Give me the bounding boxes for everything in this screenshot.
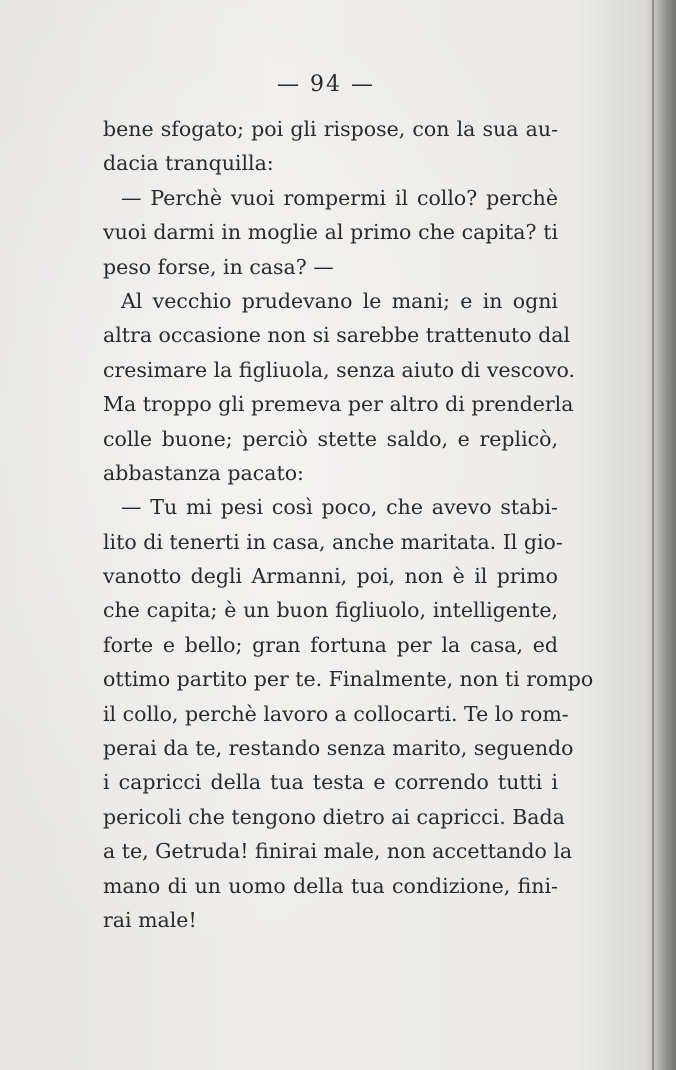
text-line: vuoi darmi in moglie al primo che capita? ti <box>103 220 558 245</box>
text-line: cresimare la figliuola, senza aiuto di vescovo. <box>103 357 575 382</box>
page-number: — 94 — <box>277 72 375 97</box>
text-line: perai da te, restando senza marito, seguendo <box>103 736 574 761</box>
text-line: colle buone; perciò stette saldo, e replicò, <box>103 426 558 451</box>
book-spine-shadow <box>646 0 676 1070</box>
text-line: mano di un uomo della tua condizione, fini- <box>103 873 558 898</box>
text-line: il collo, perchè lavoro a collocarti. Te lo rom- <box>103 701 569 726</box>
text-line: forte e bello; gran fortuna per la casa, ed <box>103 632 558 657</box>
text-line: — Perchè vuoi rompermi il collo? perchè <box>121 185 558 210</box>
text-line: che capita; è un buon figliuolo, intelligente, <box>103 598 558 623</box>
body-text <box>103 112 594 937</box>
text-line: rai male! <box>103 907 197 932</box>
text-line: altra occasione non si sarebbe trattenuto dal <box>103 323 571 348</box>
text-line: ottimo partito per te. Finalmente, non ti rompo <box>103 667 594 692</box>
text-line: bene sfogato; poi gli rispose, con la sua au- <box>103 117 558 141</box>
text-line: Al vecchio prudevano le mani; e in ogni <box>121 288 558 313</box>
gutter-line <box>652 0 654 1070</box>
text-line: i capricci della tua testa e correndo tutti i <box>103 770 558 795</box>
text-line: Ma troppo gli premeva per altro di prenderla <box>103 392 574 417</box>
text-line: pericoli che tengono dietro ai capricci. Bada <box>103 804 565 829</box>
text-line: dacia tranquilla: <box>103 151 274 176</box>
text-line: peso forse, in casa? — <box>103 254 334 279</box>
text-line: vanotto degli Armanni, poi, non è il primo <box>103 564 558 589</box>
text-line: lito di tenerti in casa, anche maritata. Il gio- <box>103 529 563 554</box>
text-line: — Tu mi pesi così poco, che avevo stabi- <box>121 495 558 520</box>
text-line: a te, Getruda! finirai male, non accettando la <box>103 839 573 864</box>
text-line: abbastanza pacato: <box>103 460 304 485</box>
